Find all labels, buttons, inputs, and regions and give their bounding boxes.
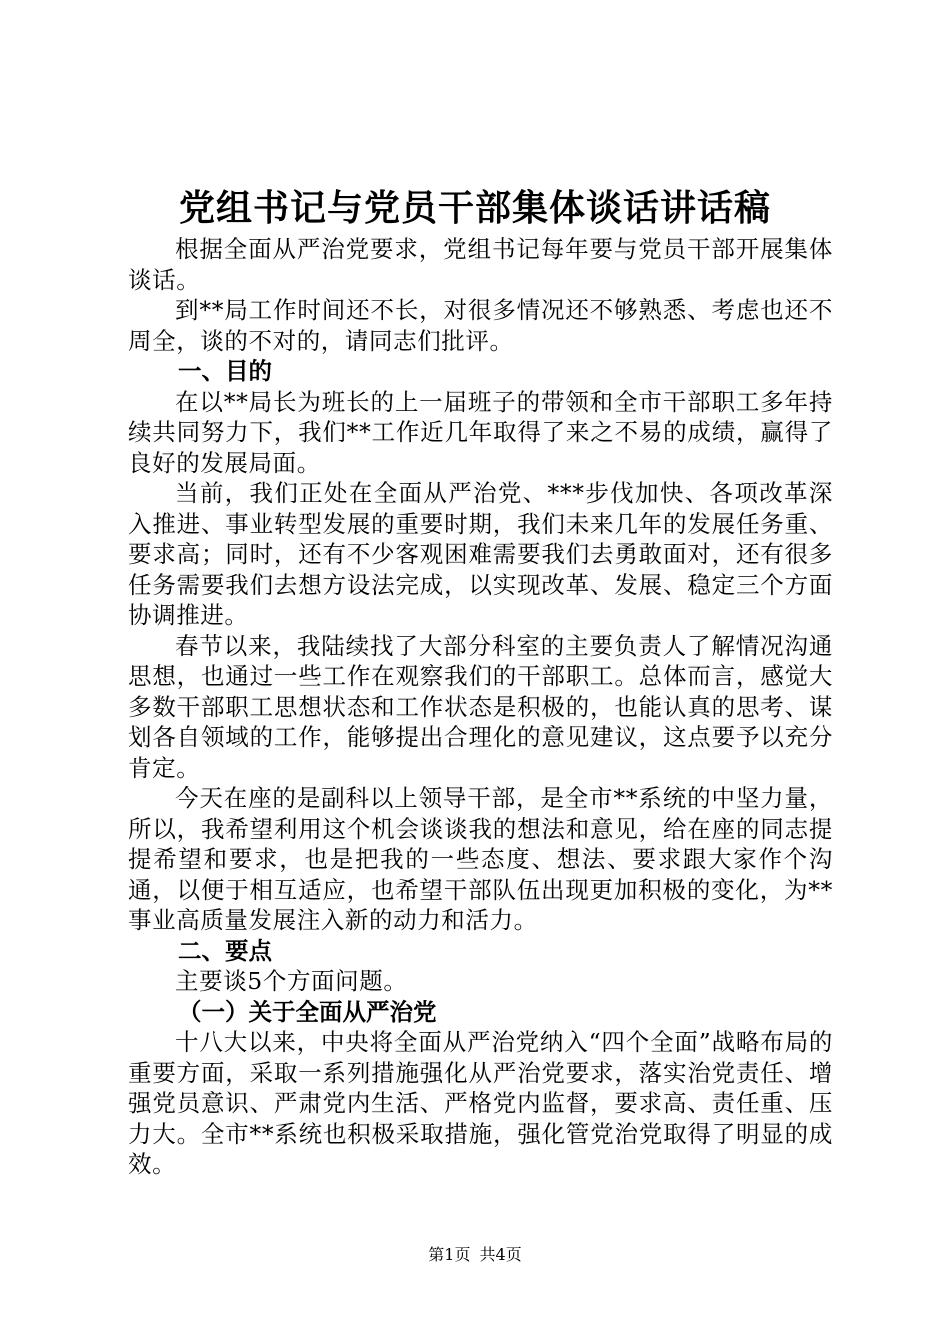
paragraph-achievements: 在以**局长为班长的上一届班子的带领和全市干部职工多年持续共同努力下，我们**工作近几年取得了来之不易的成绩，赢得了良好的发展局面。 <box>128 387 833 477</box>
paragraph-intro: 根据全面从严治党要求，党组书记每年要与党员干部开展集体谈话。 <box>128 235 833 294</box>
paragraph-modesty: 到**局工作时间还不长，对很多情况还不够熟悉、考虑也还不周全，谈的不对的，请同志们批评。 <box>128 296 833 355</box>
paragraph-party-governance: 十八大以来，中央将全面从严治党纳入“四个全面”战略布局的重要方面，采取一系列措施强化从严治党要求，落实治党责任、增强党员意识、严肃党内生活、严格党内监督，要求高、责任重、压力大。全市**系统也积极采取措施，强化管党治党取得了明显的成效。 <box>128 1028 833 1178</box>
paragraph-observations: 春节以来，我陆续找了大部分科室的主要负责人了解情况沟通思想，也通过一些工作在观察我们的干部职工。总体而言，感觉大多数干部职工思想状态和工作状态是积极的，也能认真的思考、谋划各自领域的工作，能够提出合理化的意见建议，这点要予以充分肯定。 <box>128 631 833 782</box>
paragraph-audience: 今天在座的是副科以上领导干部，是全市**系统的中坚力量，所以，我希望利用这个机会谈谈我的想法和意见，给在座的同志提提希望和要求，也是把我的一些态度、想法、要求跟大家作个沟通，以便于相互适应，也希望干部队伍出现更加积极的变化，为**事业高质量发展注入新的动力和活力。 <box>128 784 833 934</box>
page-footer <box>0 1245 950 1265</box>
page-total: 共4页 <box>479 1245 522 1264</box>
section-heading-purpose: 一、目的 <box>178 357 272 385</box>
page-number: 第1页 <box>428 1245 471 1264</box>
document-body <box>128 234 833 1180</box>
section-heading-key-points: 二、要点 <box>178 936 272 965</box>
paragraph-five-issues: 主要谈5个方面问题。 <box>175 967 408 995</box>
subsection-heading-party-governance: （一）关于全面从严治党 <box>178 997 437 1026</box>
paragraph-current-situation: 当前，我们正处在全面从严治党、***步伐加快、各项改革深入推进、事业转型发展的重要时期，我们未来几年的发展任务重、要求高；同时，还有不少客观困难需要我们去勇敢面对，还有很多任务需要我们去想方设法完成，以实现改革、发展、稳定三个方面协调推进。 <box>128 479 833 629</box>
document-title: 党组书记与党员干部集体谈话讲话稿 <box>178 187 771 229</box>
